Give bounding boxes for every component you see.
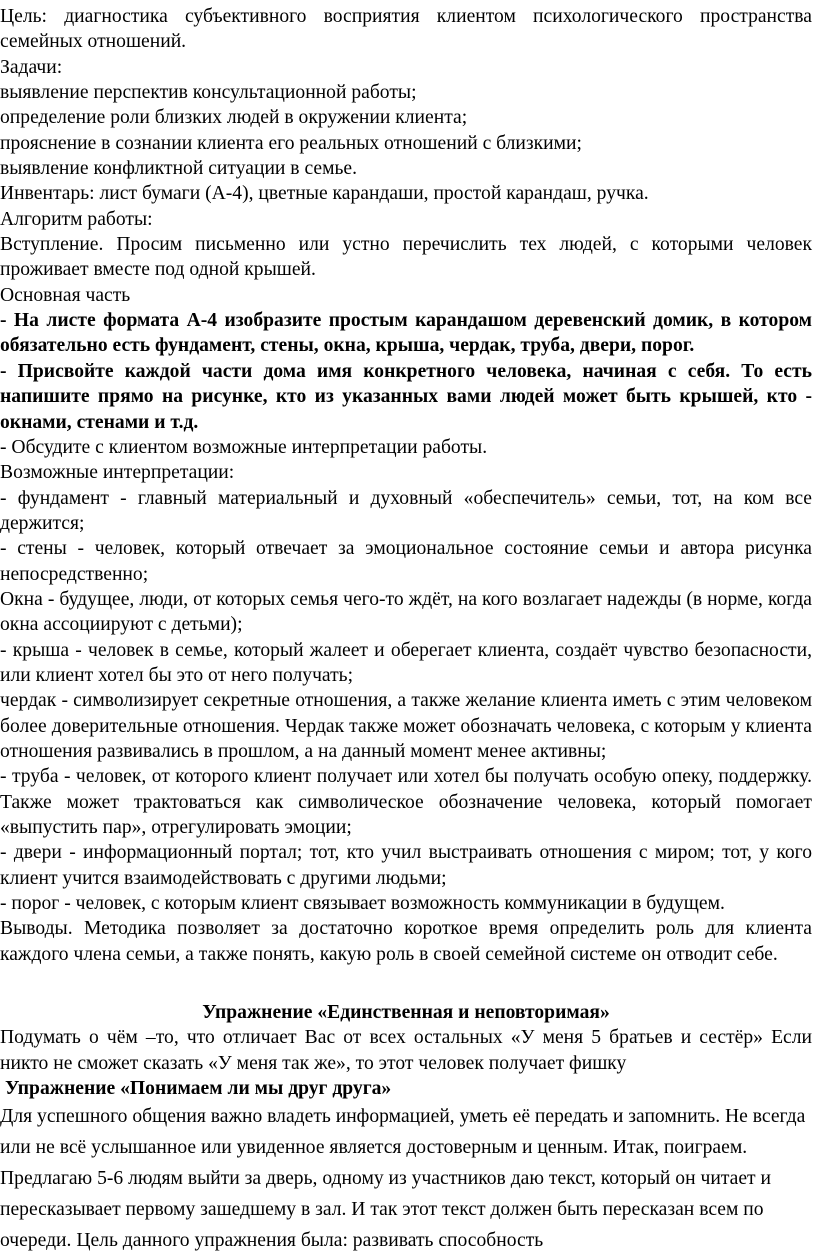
tasks-heading: Задачи:	[0, 56, 63, 78]
task-item: определение роли близких людей в окружении клиента;	[0, 107, 468, 129]
task-item: прояснение в сознании клиента его реальных отношений с близкими;	[0, 132, 582, 154]
section-spacer	[0, 967, 812, 1000]
goal-paragraph: Цель: диагностика субъективного восприятия клиентом психологического пространства семейных отношений.	[0, 6, 812, 53]
inventory-paragraph: Инвентарь: лист бумаги (А-4), цветные карандаши, простой карандаш, ручка.	[0, 183, 649, 205]
exercise-1-text: Подумать о чём –то, что отличает Вас от всех остальных «У меня 5 братьев и сестёр» Если никто не сможет сказать «У меня так же», то этот человек получает фишку	[0, 1027, 812, 1074]
interpretation-chimney: - труба - человек, от которого клиент получает или хотел бы получать особую опеку, поддержку. Также может трактоваться как символическое обозначение человека, который помогает «выпустить пар», отрегулировать эмоции;	[0, 766, 812, 838]
exercise-2-title: Упражнение «Понимаем ли мы друг друга»	[5, 1078, 392, 1100]
interpretations-heading: Возможные интерпретации:	[0, 462, 235, 484]
exercise-1-title: Упражнение «Единственная и неповторимая»	[202, 1002, 610, 1024]
interpretation-foundation: - фундамент - главный материальный и духовный «обеспечитель» семьи, тот, на ком все держится;	[0, 487, 812, 534]
interpretation-threshold: - порог - человек, с которым клиент связывает возможность коммуникации в будущем.	[0, 893, 725, 915]
exercise-2-text: Для успешного общения важно владеть информацией, уметь её передать и запомнить. Не всегда или не всё услышанное или увиденное является достоверным и ценным. Итак, поиграем. Предлагаю 5-6 людям выйти за дверь, одному из участников даю текст, который он читает и пересказывает первому зашедшему в зал. И так этот текст должен быть пересказан всем по очереди. Цель данного упражнения была: развивать способность	[0, 1106, 806, 1252]
interpretation-walls: - стены - человек, который отвечает за эмоциональное состояние семьи и автора рисунка непосредственно;	[0, 538, 812, 585]
step-2-paragraph: - Присвойте каждой части дома имя конкретного человека, начиная с себя. То есть напишите прямо на рисунке, кто из указанных вами людей может быть крышей, кто - окнами, стенами и т.д.	[0, 360, 812, 433]
interpretation-windows: Окна - будущее, люди, от которых семья чего-то ждёт, на кого возлагает надежды (в норме, когда окна ассоциируют с детьми);	[0, 588, 812, 636]
conclusion-paragraph: Выводы. Методика позволяет за достаточно короткое время определить роль для клиента каждого члена семьи, а также понять, какую роль в своей семейной системе он отводит себе.	[0, 918, 812, 965]
interpretation-doors: - двери - информационный портал; тот, кто учил выстраивать отношения с миром; тот, у кого клиент учится взаимодействовать с другими людьми;	[0, 842, 812, 889]
task-item: выявление конфликтной ситуации в семье.	[0, 158, 358, 180]
task-item: выявление перспектив консультационной работы;	[0, 82, 417, 104]
step-1-paragraph: - На листе формата А-4 изобразите простым карандашом деревенский домик, в котором обязательно есть фундамент, стены, окна, крыша, чердак, труба, двери, порог.	[0, 310, 812, 357]
algorithm-heading: Алгоритм работы:	[0, 208, 153, 230]
step-3-paragraph: - Обсудите с клиентом возможные интерпретации работы.	[0, 436, 488, 458]
intro-paragraph: Вступление. Просим письменно или устно перечислить тех людей, с которыми человек проживает вместе под одной крышей.	[0, 234, 812, 281]
interpretation-attic: чердак - символизирует секретные отношения, а также желание клиента иметь с этим человеком более доверительные отношения. Чердак также может обозначать человека, с которым у клиента отношения развивались в прошлом, а на данный момент менее активны;	[0, 690, 812, 762]
main-part-heading: Основная часть	[0, 284, 131, 306]
interpretation-roof: - крыша - человек в семье, который жалеет и оберегает клиента, создаёт чувство безопасности, или клиент хотел бы это от него получать;	[0, 639, 812, 686]
